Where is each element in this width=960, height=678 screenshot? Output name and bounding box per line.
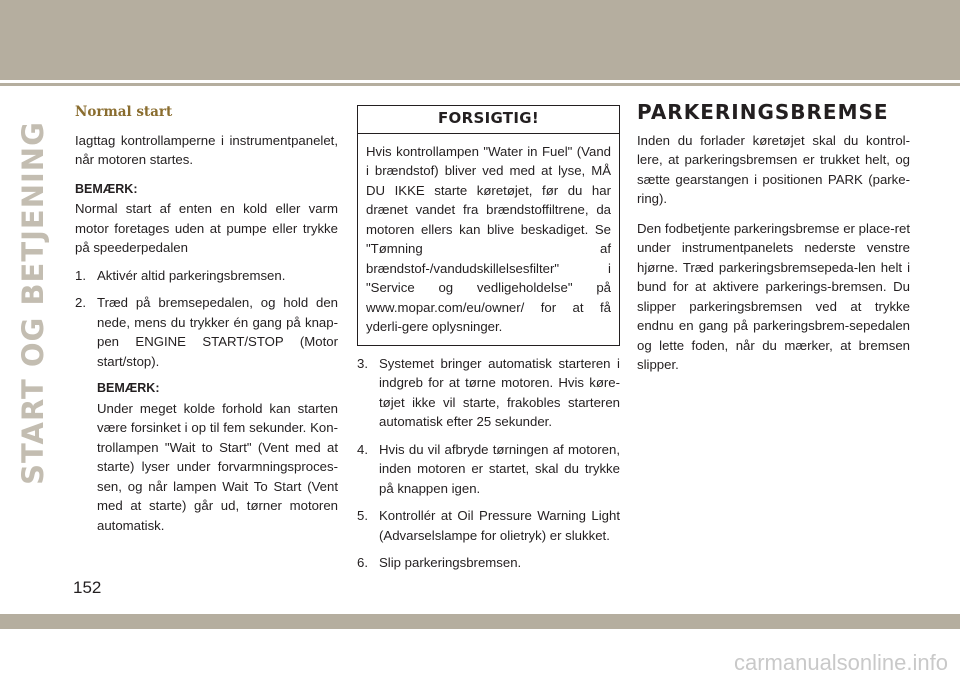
page-number: 152 xyxy=(73,578,102,597)
step-number: 1. xyxy=(75,267,86,283)
header-rule xyxy=(0,83,960,86)
step-number: 3. xyxy=(357,355,368,371)
step-text: Systemet bringer automatisk starteren i indgreb for at tørne motoren. Hvis køre-tøjet ikke vil starte, frakobles starteren automatisk efter 25 sekunder. xyxy=(379,355,620,429)
note-label: BEMÆRK: xyxy=(75,181,138,196)
step-item xyxy=(75,266,338,286)
steps-list xyxy=(75,266,338,372)
caution-box xyxy=(357,105,620,346)
step-text: Træd på bremsepedalen, og hold den nede, mens du trykker én gang på knap-pen ENGINE START/STOP (Motor start/stop). xyxy=(97,295,338,369)
step-text: Slip parkeringsbremsen. xyxy=(379,555,522,570)
steps-list xyxy=(357,354,620,573)
step-text: Hvis du vil afbryde tørningen af motoren, inden motoren er startet, skal du trykke på knappen igen. xyxy=(379,441,620,496)
section-title: PARKERINGSBREMSE xyxy=(637,100,889,124)
column-middle xyxy=(357,103,620,581)
step-text: Kontrollér at Oil Pressure Warning Light (Advarselslampe for olietryk) er slukket. xyxy=(379,508,620,543)
step-number: 6. xyxy=(357,555,368,570)
step-number: 4. xyxy=(357,441,368,457)
column-right xyxy=(637,100,910,385)
normal-start-heading: Normal start xyxy=(75,104,173,120)
paragraph: Inden du forlader køretøjet skal du kontrol-lere, at parkeringsbremsen er trukket helt, og sætte gearstangen i positionen PARK (parke-ring). xyxy=(637,132,910,206)
chapter-title: START OG BETJENING xyxy=(16,120,50,485)
note-label: BEMÆRK: xyxy=(97,381,160,395)
step-number: 5. xyxy=(357,508,368,523)
step-item xyxy=(357,440,620,499)
caution-text: Hvis kontrollampen "Water in Fuel" (Vand i brændstof) bliver ved med at lyse, MÅ DU IKKE starte køretøjet, før du har drænet vandet fra brændstoffiltrene, da motoren ellers kan blive beskadiget. Se "Tømning af brændstof-/vandudskillelsesfilter" i "Service og vedligeholdelse" på www.mopar.com/eu/owner/ for at få yderli-gere oplysninger. xyxy=(366,143,611,334)
step-item xyxy=(357,553,620,573)
header-band xyxy=(0,0,960,80)
watermark-text: carmanualsonline.info xyxy=(733,650,948,675)
step-item xyxy=(357,506,620,545)
paragraph: Den fodbetjente parkeringsbremse er place-ret under instrumentpanelets nederste venstre hjørne. Træd parkeringsbremsepeda-len helt i bund for at aktivere parkerings-bremsen. Du slipper parkeringsbremsen ved at trykke endnu en gang på parkeringsbrem-sepedalen og lette foden, når du mærker, at bremsen slipper. xyxy=(637,220,910,372)
step-text: Aktivér altid parkeringsbremsen. xyxy=(97,267,286,283)
step-number: 2. xyxy=(75,295,86,310)
note-text: Under meget kolde forhold kan starten være forsinket i op til fem sekunder. Kon-trollampen "Wait to Start" (Vent med at starte) lyser under forvarmningsproces-sen, og når lampen Wait To Start (Vent med at starte) går ud, tørner motoren automatisk. xyxy=(97,400,338,533)
note-text: Normal start af enten en kold eller varm motor foretages uden at pumpe eller trykke på speederpedalen xyxy=(75,201,338,255)
column-left xyxy=(75,103,338,543)
intro-paragraph: Iagttag kontrollamperne i instrumentpanelet, når motoren startes. xyxy=(75,132,338,167)
chapter-side-tab xyxy=(9,95,57,510)
indented-note xyxy=(75,379,338,535)
footer-band xyxy=(0,614,960,629)
step-item xyxy=(75,293,338,371)
step-item xyxy=(357,354,620,432)
caution-title: FORSIGTIG! xyxy=(358,106,619,134)
